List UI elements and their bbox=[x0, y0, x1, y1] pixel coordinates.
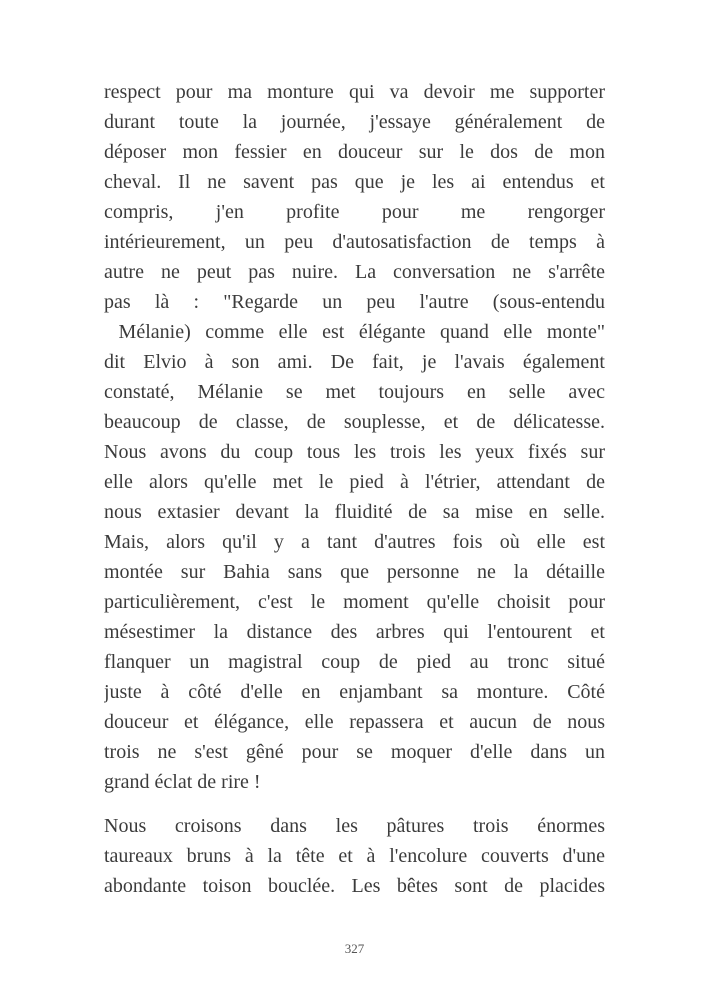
page-number: 327 bbox=[344, 941, 365, 956]
text-line: Nous croisons dans les pâtures trois énormes bbox=[104, 815, 605, 837]
paragraph bbox=[104, 77, 605, 797]
text-line: pas là : "Regarde un peu l'autre (sous-entendu bbox=[104, 291, 605, 313]
text-line: nous extasier devant la fluidité de sa mise en selle. bbox=[104, 501, 605, 523]
text-line: dit Elvio à son ami. De fait, je l'avais également bbox=[104, 351, 605, 373]
text-block bbox=[104, 77, 605, 901]
text-line: abondante toison bouclée. Les bêtes sont de placides bbox=[104, 875, 605, 897]
text-line: taureaux bruns à la tête et à l'encolure couverts d'une bbox=[104, 845, 605, 867]
text-line: respect pour ma monture qui va devoir me supporter bbox=[104, 81, 605, 103]
text-line: Mais, alors qu'il y a tant d'autres fois où elle est bbox=[104, 531, 605, 553]
text-line: compris, j'en profite pour me rengorger bbox=[104, 201, 605, 223]
text-line: constaté, Mélanie se met toujours en selle avec bbox=[104, 381, 605, 403]
text-line: cheval. Il ne savent pas que je les ai entendus et bbox=[104, 171, 605, 193]
text-line: montée sur Bahia sans que personne ne la détaille bbox=[104, 561, 605, 583]
text-line: elle alors qu'elle met le pied à l'étrier, attendant de bbox=[104, 471, 605, 493]
paragraph bbox=[104, 811, 605, 901]
text-line: déposer mon fessier en douceur sur le dos de mon bbox=[104, 141, 605, 163]
text-line: Nous avons du coup tous les trois les yeux fixés sur bbox=[104, 441, 605, 463]
text-line: mésestimer la distance des arbres qui l'entourent et bbox=[104, 621, 605, 643]
text-line: particulièrement, c'est le moment qu'elle choisit pour bbox=[104, 591, 605, 613]
text-line: intérieurement, un peu d'autosatisfaction de temps à bbox=[104, 231, 605, 253]
text-line: trois ne s'est gêné pour se moquer d'elle dans un bbox=[104, 741, 605, 763]
text-line: autre ne peut pas nuire. La conversation ne s'arrête bbox=[104, 261, 605, 283]
text-line: flanquer un magistral coup de pied au tronc situé bbox=[104, 651, 605, 673]
text-line: durant toute la journée, j'essaye généralement de bbox=[104, 111, 605, 133]
text-line: grand éclat de rire ! bbox=[104, 771, 261, 793]
text-line: Mélanie) comme elle est élégante quand elle monte" bbox=[104, 321, 605, 343]
text-line: douceur et élégance, elle repassera et aucun de nous bbox=[104, 711, 605, 733]
text-line: juste à côté d'elle en enjambant sa monture. Côté bbox=[104, 681, 605, 703]
text-line: beaucoup de classe, de souplesse, et de délicatesse. bbox=[104, 411, 605, 433]
